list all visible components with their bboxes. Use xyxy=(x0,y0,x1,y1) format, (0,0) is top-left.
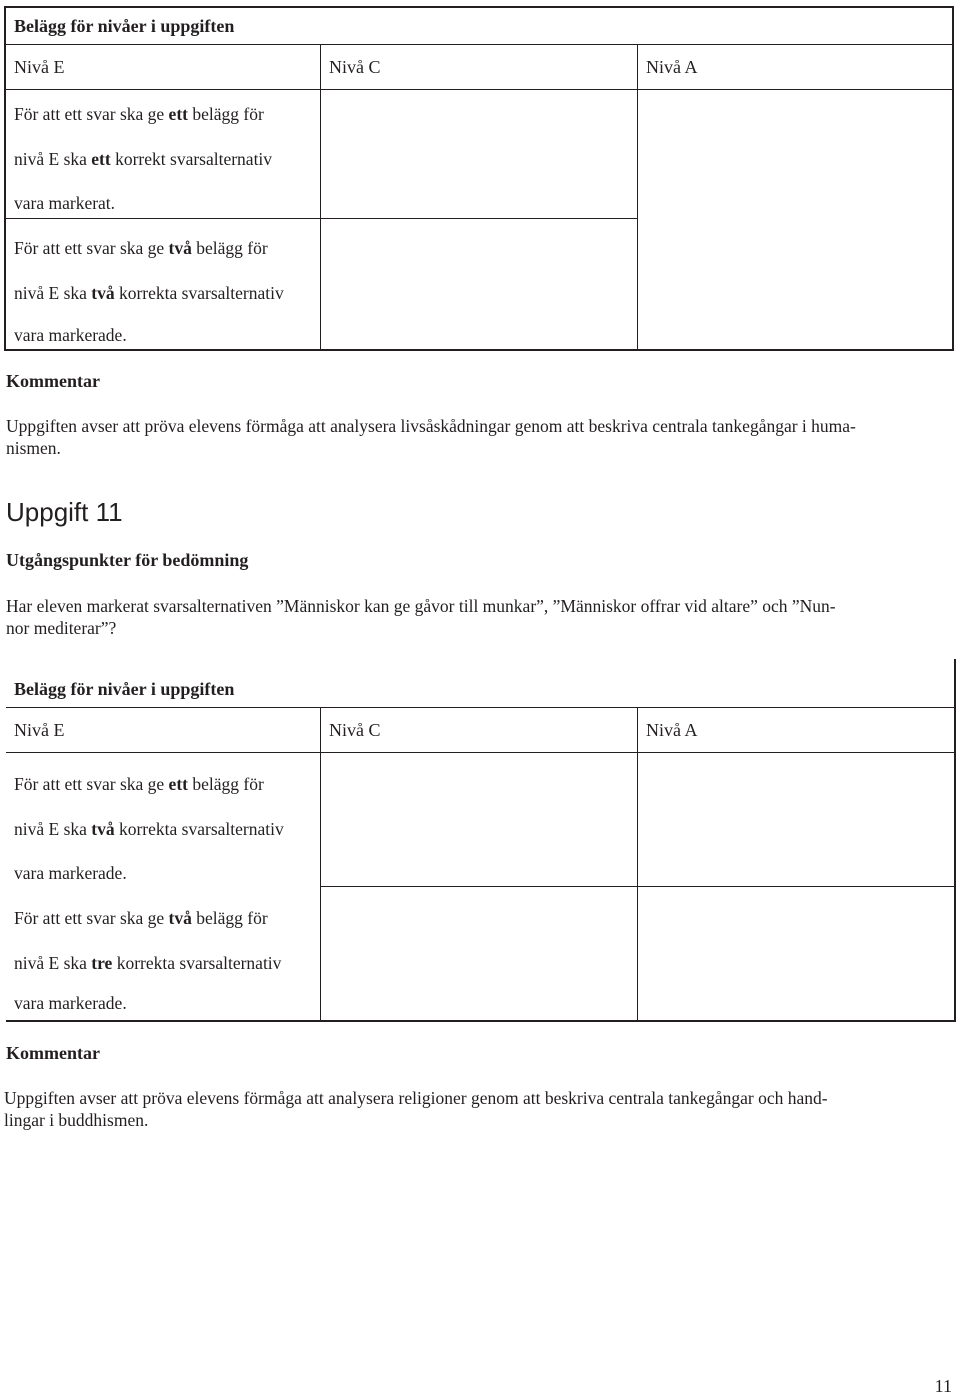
criterion-line: För att ett svar ska ge två belägg för xyxy=(14,238,268,258)
criterion-line: nivå E ska tre korrekta svarsalternativ xyxy=(14,953,282,973)
level-c-label: Nivå C xyxy=(329,57,381,77)
column-divider xyxy=(320,45,321,351)
row-divider xyxy=(320,886,954,887)
evidence-table-2 xyxy=(6,659,956,1022)
comment-text: Uppgiften avser att pröva elevens förmåga att analysera religioner genom att beskriva centrala tankegångar och hand- lingar i buddhismen. xyxy=(4,1088,828,1130)
comment-text: Uppgiften avser att pröva elevens förmåga att analysera livsåskådningar genom att beskriva centrala tankegångar i huma- nismen. xyxy=(6,416,856,458)
criterion-line: vara markerade. xyxy=(14,325,127,345)
criterion-line: För att ett svar ska ge ett belägg för xyxy=(14,104,264,124)
level-a-label: Nivå A xyxy=(646,720,698,740)
criterion-line: vara markerade. xyxy=(14,993,127,1013)
level-header-row xyxy=(6,708,954,753)
level-c-label: Nivå C xyxy=(329,720,381,740)
level-e-label: Nivå E xyxy=(14,57,65,77)
criterion-line: nivå E ska ett korrekt svarsalternativ xyxy=(14,149,273,169)
criterion-line: nivå E ska två korrekta svarsalternativ xyxy=(14,283,284,303)
column-divider xyxy=(637,45,638,351)
level-header-row xyxy=(6,45,952,90)
comment-title: Kommentar xyxy=(6,371,100,391)
page-number: 11 xyxy=(934,1376,952,1396)
criterion-line: vara markerade. xyxy=(14,863,127,883)
column-divider xyxy=(637,708,638,1020)
comment-title: Kommentar xyxy=(6,1043,100,1063)
table-header: Belägg för nivåer i uppgiften xyxy=(6,8,952,45)
task-question: Har eleven markerat svarsalternativen ”Människor kan ge gåvor till munkar”, ”Människor offrar vid altare” och ”Nun- nor mediterar”? xyxy=(6,596,836,638)
task-title: Uppgift 11 xyxy=(6,497,123,527)
level-e-label: Nivå E xyxy=(14,720,65,740)
criterion-line: För att ett svar ska ge ett belägg för xyxy=(14,774,264,794)
table-header: Belägg för nivåer i uppgiften xyxy=(6,671,954,708)
criterion-line: nivå E ska två korrekta svarsalternativ xyxy=(14,819,284,839)
evidence-table-1 xyxy=(4,6,954,351)
criterion-line: vara markerat. xyxy=(14,193,116,213)
column-divider xyxy=(320,708,321,1020)
assessment-subtitle: Utgångspunkter för bedömning xyxy=(6,550,249,570)
level-a-label: Nivå A xyxy=(646,57,698,77)
row-divider xyxy=(320,218,637,219)
criterion-line: För att ett svar ska ge två belägg för xyxy=(14,908,268,928)
